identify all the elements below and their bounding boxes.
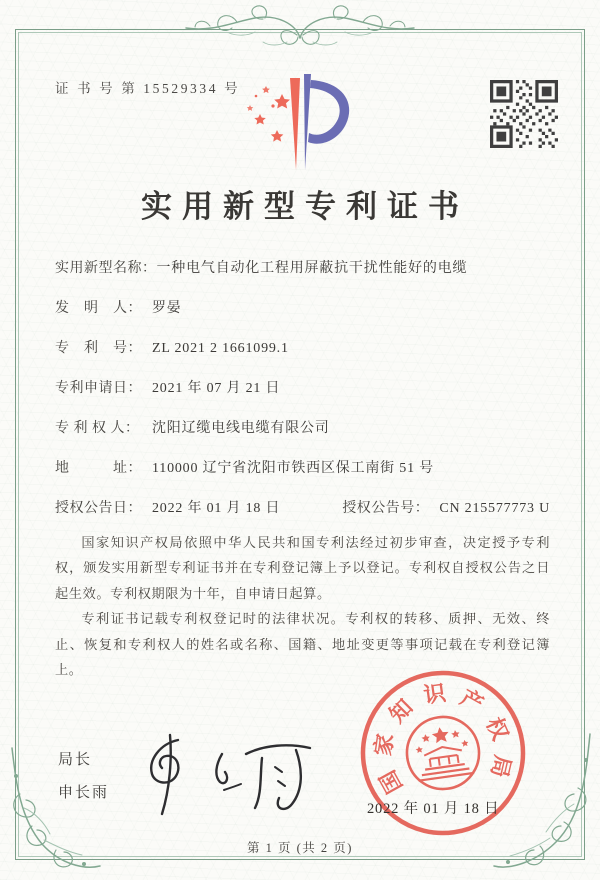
legal-text xyxy=(55,530,550,683)
field-value: 2022 年 01 月 18 日 xyxy=(152,501,281,516)
field-filing-date xyxy=(55,378,552,400)
field-value: CN 215577773 U xyxy=(439,501,551,516)
svg-text:局: 局 xyxy=(486,752,516,780)
commissioner-title: 局长 xyxy=(58,752,93,768)
field-value: 罗晏 xyxy=(152,301,182,316)
field-address xyxy=(55,458,552,480)
commissioner-signature xyxy=(138,732,323,820)
svg-text:知: 知 xyxy=(384,694,418,728)
bottom-right-floral-ornament xyxy=(490,730,598,876)
legal-paragraph-1: 国家知识产权局依照中华人民共和国专利法经过初步审查，决定授予专利权，颁发实用新型专利证书并在专利登记簿上予以登记。专利权自授权公告之日起生效。专利权期限为十年，自申请日起算。 xyxy=(55,535,550,601)
field-label: 授权公告号： xyxy=(342,501,430,516)
field-label: 专 利 号： xyxy=(55,341,142,356)
grant-number xyxy=(342,498,550,520)
svg-text:识: 识 xyxy=(422,680,448,708)
logo-red-wedge xyxy=(290,78,300,170)
qr-code xyxy=(490,80,558,148)
field-inventor xyxy=(55,298,552,320)
logo-purple-p xyxy=(304,74,349,170)
field-grant-announcement xyxy=(55,498,552,520)
svg-text:国: 国 xyxy=(374,766,408,798)
cnipa-patent-logo xyxy=(236,72,366,178)
field-value: 沈阳辽缆电线电缆有限公司 xyxy=(152,421,330,436)
field-value: ZL 2021 2 1661099.1 xyxy=(152,341,289,356)
field-value: 2021 年 07 月 21 日 xyxy=(152,381,281,396)
field-label: 专 利 权 人： xyxy=(55,421,140,436)
field-value: 110000 辽宁省沈阳市铁西区保工南街 51 号 xyxy=(152,461,434,476)
bottom-left-floral-ornament xyxy=(4,742,104,874)
field-label: 发 明 人： xyxy=(55,301,142,316)
field-patent-number xyxy=(55,338,552,360)
logo-stars xyxy=(247,86,290,142)
certificate-title: 实用新型专利证书 xyxy=(141,189,469,224)
commissioner-name: 申长雨 xyxy=(58,785,110,801)
field-value: 一种电气自动化工程用屏蔽抗干扰性能好的电缆 xyxy=(156,261,468,276)
legal-paragraph-2: 专利证书记载专利权登记时的法律状况。专利权的转移、质押、无效、终止、恢复和专利权人的姓名或名称、国籍、地址变更等事项记载在专利登记簿上。 xyxy=(55,611,550,678)
svg-text:产: 产 xyxy=(456,684,488,718)
seal-date: 2022 年 01 月 18 日 xyxy=(367,801,500,817)
field-patentee xyxy=(55,418,552,440)
certificate-number: 证 书 号 第 15529334 号 xyxy=(55,81,241,96)
top-floral-ornament xyxy=(185,2,415,54)
field-label: 授权公告日： xyxy=(55,501,142,516)
certificate-fields xyxy=(55,258,552,520)
national-emblem-icon xyxy=(402,712,483,793)
page-number: 第 1 页 (共 2 页) xyxy=(247,841,353,855)
svg-text:权: 权 xyxy=(481,713,514,744)
field-utility-model-name xyxy=(55,258,552,280)
field-label: 实用新型名称： xyxy=(55,261,157,276)
field-label: 地 址： xyxy=(55,461,142,476)
grant-date xyxy=(55,498,280,520)
svg-text:家: 家 xyxy=(370,732,398,758)
field-label: 专利申请日： xyxy=(55,381,142,396)
